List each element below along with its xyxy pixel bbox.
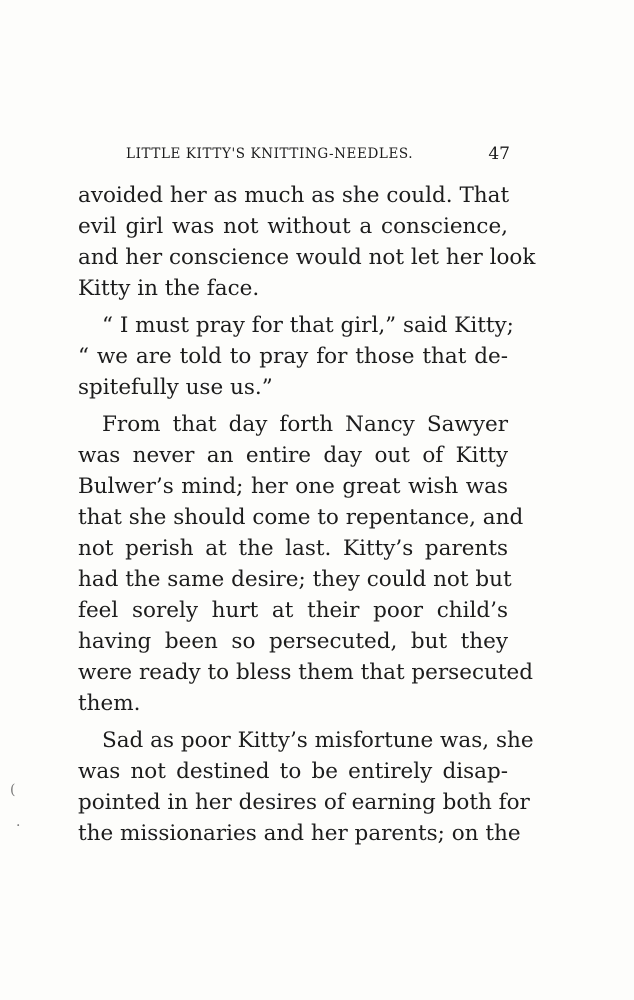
text-line: having been so persecuted, but they: [78, 629, 508, 654]
text-line: pointed in her desires of earning both for: [78, 790, 530, 815]
text-line: and her conscience would not let her look: [78, 245, 536, 270]
text-line: Kitty in the face.: [78, 276, 260, 301]
text-line: Bulwer’s mind; her one great wish was: [78, 474, 508, 499]
text-line: “ we are told to pray for those that de-: [78, 344, 508, 369]
paragraph: [78, 310, 514, 403]
text-line: were ready to bless them that persecuted: [78, 660, 533, 685]
text-line: them.: [78, 691, 141, 716]
margin-smudge: ·: [16, 818, 21, 834]
text-line: not perish at the last. Kitty’s parents: [78, 536, 508, 561]
text-line: the missionaries and her parents; on the: [78, 821, 521, 846]
text-line: that she should come to repentance, and: [78, 505, 524, 530]
text-line: feel sorely hurt at their poor child’s: [78, 598, 508, 623]
text-line: From that day forth Nancy Sawyer: [102, 412, 508, 437]
text-line: evil girl was not without a conscience,: [78, 214, 508, 239]
text-line: spitefully use us.”: [78, 375, 273, 400]
running-title: LITTLE KITTY'S KNITTING-NEEDLES.: [126, 146, 414, 162]
paragraph: [78, 725, 534, 849]
text-line: was not destined to be entirely disap-: [78, 759, 508, 784]
paragraph: [78, 180, 536, 304]
body-text: [78, 180, 536, 849]
text-line: had the same desire; they could not but: [78, 567, 512, 592]
page-number: 47: [488, 144, 510, 164]
text-line: was never an entire day out of Kitty: [78, 443, 508, 468]
text-line: Sad as poor Kitty’s misfortune was, she: [102, 728, 534, 753]
text-line: “ I must pray for that girl,” said Kitty;: [102, 313, 514, 338]
running-head: [78, 142, 510, 166]
paragraph: [78, 409, 533, 719]
margin-smudge: (: [10, 782, 16, 798]
text-line: avoided her as much as she could. That: [78, 183, 510, 208]
